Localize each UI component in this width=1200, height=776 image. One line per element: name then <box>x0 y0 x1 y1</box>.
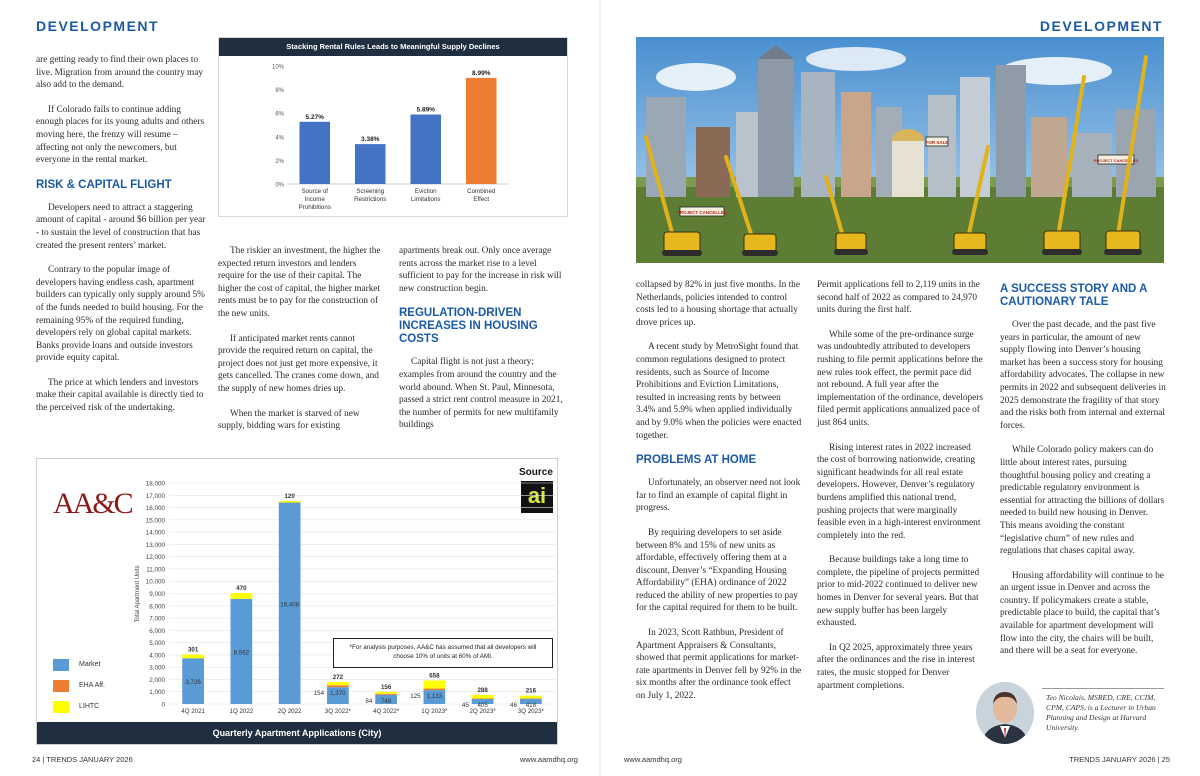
lihtc-value-label: 301 <box>187 646 199 654</box>
data-label: 5.27% <box>305 113 324 121</box>
y-axis-label: Total Apartment Units <box>135 565 141 623</box>
paragraph: When the market is starved of new supply, bidding wars for existing <box>218 408 360 432</box>
y-tick-label: 6,000 <box>149 627 165 635</box>
x-tick-label: 2Q 2023* <box>469 708 496 715</box>
bar <box>466 78 497 184</box>
footer-page-left: 24 | TRENDS JANUARY 2026 <box>32 755 133 764</box>
y-tick-label: 4% <box>275 135 284 142</box>
eha-value-label: 84 <box>365 697 373 705</box>
footer-url-left: www.aamdhq.org <box>520 755 578 764</box>
aac-logo: AA&C <box>53 487 132 520</box>
section-header-right: DEVELOPMENT <box>1039 18 1163 34</box>
lihtc-value-label: 120 <box>284 493 295 501</box>
illustration-art <box>636 37 1164 263</box>
bar <box>410 114 441 184</box>
supply-declines-chart <box>218 37 568 217</box>
bar-segment <box>327 685 349 687</box>
bar-segment <box>520 698 542 699</box>
data-label: 8.99% <box>472 69 491 77</box>
lihtc-value-label: 216 <box>525 687 537 695</box>
market-value-label: 1,370 <box>330 690 346 698</box>
eha-value-label: 125 <box>410 693 421 701</box>
legend-swatch <box>53 701 69 713</box>
lihtc-value-label: 156 <box>380 683 392 691</box>
y-tick-label: 9,000 <box>149 591 165 598</box>
x-tick-label: Effect <box>473 196 490 203</box>
column-3 <box>399 245 565 444</box>
y-tick-label: 12,000 <box>145 554 165 562</box>
heading-problems-at-home: PROBLEMS AT HOME <box>636 454 757 467</box>
eha-value-label: 154 <box>313 690 325 698</box>
lihtc-value-label: 288 <box>477 686 488 694</box>
y-tick-label: 11,000 <box>146 566 165 574</box>
chart-legend <box>53 654 105 717</box>
source-logo: ai <box>521 481 553 513</box>
source-label: Source <box>519 467 553 478</box>
y-tick-label: 2,000 <box>149 676 165 684</box>
column-1 <box>36 54 206 427</box>
paragraph: While some of the pre-ordinance surge was undoubtedly attributed to developers rushing to file permit applications before the new rules took effect, the permit pace did not rebound. A full year after the implementation of the ordinance, developers filed permit applications annualized pace of just 864 units. <box>817 329 983 428</box>
paragraph: Rising interest rates in 2022 increased the cost of borrowing nationwide, creating significant headwinds for all real estate developers. However, Denver’s regulatory burdens amplified this national trend, pushing projects that were marginally feasible even in a high-interest environment completely into the red. <box>817 442 981 541</box>
paragraph: The price at which lenders and investors make their capital available is directly tied to the perceived risk of the undertaking. <box>36 377 204 414</box>
paragraph: By requiring developers to set aside between 8% and 15% of new units as affordable, effectively offering them at a discount, Denver’s “Expanding Housing Affordability” (EHA) ordinance of 2022 reduced the ability of new properties to pay for the capital required for them to be built. <box>636 527 798 614</box>
x-tick-label: 4Q 2022* <box>373 708 400 715</box>
bar-segment <box>472 698 494 699</box>
paragraph: apartments break out. Only once average rents across the market rise to a level sufficient to pay for the increase in risk will new construction begin. <box>399 246 562 294</box>
y-tick-label: 8% <box>275 88 284 95</box>
chart-note: *For analysis purposes, AA&C has assumed that all developers will choose 10% of units at 60% of AMI. <box>333 638 553 668</box>
x-tick-label: 1Q 2023* <box>421 708 448 715</box>
x-tick-label: Screening <box>356 188 385 195</box>
market-value-label: 3,726 <box>185 679 201 687</box>
x-tick-label: Prohibitions <box>298 204 331 211</box>
x-tick-label: Eviction <box>414 188 437 195</box>
paragraph: collapsed by 82% in just five months. In the Netherlands, policies intended to control costs led to a housing shortage that actually drove prices up. <box>636 280 800 328</box>
y-tick-label: 10% <box>271 64 284 71</box>
supply-declines-chart-plot <box>219 56 567 216</box>
bar-segment <box>182 655 204 659</box>
column-6 <box>1000 283 1166 670</box>
paragraph: A recent study by MetroSight found that common regulations designed to protect residents, such as Source of Income Prohibitions and Eviction Limitations, resulted in increasing rents by between 3.4% and 5.9% when applied individually and by 9.0% when the policies were enacted together. <box>636 342 802 441</box>
paragraph: Permit applications fell to 2,119 units in the second half of 2022 as compared to 24,970 units during the first half. <box>817 280 980 316</box>
sign-text: FOR SALE <box>925 140 949 145</box>
heading-risk-capital-flight: RISK & CAPITAL FLIGHT <box>36 178 172 191</box>
y-tick-label: 3,000 <box>149 664 165 672</box>
bar <box>299 122 330 184</box>
footer-url-right: www.aamdhq.org <box>624 755 682 764</box>
bar <box>355 144 386 184</box>
sign-text: PROJECT CANCELLED <box>676 210 728 215</box>
market-value-label: 405 <box>477 702 488 710</box>
paragraph: are getting ready to find their own places to live. Migration from around the country may also add to the demand. <box>36 55 204 91</box>
x-tick-label: 3Q 2022* <box>324 708 351 715</box>
lihtc-value-label: 658 <box>429 672 440 680</box>
y-tick-label: 16,000 <box>145 505 165 513</box>
y-tick-label: 2% <box>275 158 284 165</box>
legend-item-market <box>53 654 105 675</box>
market-value-label: 8,562 <box>233 649 250 657</box>
legend-item-eha <box>53 675 105 696</box>
legend-label: Market <box>79 661 101 668</box>
x-tick-label: Limitations <box>410 196 441 203</box>
bar-segment <box>231 593 253 599</box>
column-4 <box>636 279 802 715</box>
y-tick-label: 8,000 <box>149 603 165 611</box>
bar-segment <box>279 501 301 502</box>
y-tick-label: 7,000 <box>149 615 165 623</box>
paragraph: If Colorado fails to continue adding enough places for its young adults and others moving here, the frenzy will resume – affecting not only the newcomers, but everyone in the rental market. <box>36 104 205 166</box>
market-value-label: 418 <box>525 701 537 709</box>
bar-segment <box>327 682 349 685</box>
y-tick-label: 1,000 <box>149 689 165 697</box>
footer-page-right: TRENDS JANUARY 2026 | 25 <box>1069 755 1170 764</box>
bar-segment <box>424 680 446 688</box>
bar-segment <box>375 692 397 694</box>
x-tick-label: Source of <box>301 188 328 195</box>
lihtc-value-label: 272 <box>332 673 344 681</box>
chart-title: Quarterly Apartment Applications (City) <box>37 722 557 744</box>
y-tick-label: 18,000 <box>145 480 165 488</box>
author-portrait <box>976 682 1034 744</box>
market-value-label: 749 <box>380 697 392 705</box>
eha-value-label: 46 <box>510 701 518 709</box>
bar-segment <box>375 694 397 695</box>
paragraph: Developers need to attract a staggering amount of capital - around $6 billion per year - to sustain the level of construction that has created the present renters’ market. <box>36 202 206 251</box>
paragraph: The riskier an investment, the higher the expected return investors and lenders require for the use of their capital. The higher the cost of capital, the higher market rents must be to pay for the construction of the new units. <box>218 246 381 319</box>
y-tick-label: 15,000 <box>145 517 165 525</box>
denver-skyline-illustration <box>636 37 1164 263</box>
author-photo <box>976 682 1034 744</box>
legend-swatch <box>53 680 69 692</box>
data-label: 5.89% <box>416 106 435 114</box>
paragraph: In Q2 2025, approximately three years after the ordinances and the rise in interest rates, the music stopped for Denver apartment completions. <box>817 642 975 691</box>
lihtc-value-label: 470 <box>236 585 247 593</box>
column-2 <box>218 245 384 445</box>
y-tick-label: 14,000 <box>145 529 165 537</box>
market-value-label: 1,133 <box>426 693 443 701</box>
paragraph: While Colorado policy makers can do little about interest rates, pursuing thoughtful housing policy and creating a predictable regulatory environment is essential for attracting the billions of dollars needed to build new housing in Denver. This means avoiding the constant “legislative churn” of new rules and regulations that chases capital away. <box>1000 445 1165 557</box>
author-bio: Teo Nicolais, MSRED, CRE, CCIM, CPM, CAPS, is a Lecturer in Urban Planning and Design at Harvard University. <box>1046 693 1156 732</box>
legend-label: EHA Aff. <box>79 682 105 689</box>
x-tick-label: 3Q 2023* <box>517 708 544 715</box>
column-5 <box>817 279 983 704</box>
paragraph: Over the past decade, and the past five years in particular, the amount of new supply flowing into Denver’s housing market has been a success story for housing affordability advocates. The collapse in new permits in 2022 and subsequent deliveries in 2025 demonstrate the fragility of that story and the risks both from internal and external forces. <box>1000 320 1166 431</box>
paragraph: Contrary to the popular image of developers having endless cash, apartment builders can typically only supply around 5% of the funds needed to build housing. For the remaining 95% of the required funding, developers rely on global capital markets. Banks provide loans and outside investors provide equity capital. <box>36 265 205 364</box>
market-value-label: 16,408 <box>280 601 300 609</box>
x-tick-label: 1Q 2022 <box>229 708 254 715</box>
bar-segment <box>520 696 542 699</box>
paragraph: In 2023, Scott Rathbun, President of Apartment Appraisers & Consultants, showed that permit applications for market-rate apartments in Denver fell by 92% in the six months after the ordinance took effect on July 1, 2022. <box>636 628 802 702</box>
bio-divider <box>1042 688 1164 689</box>
bar-segment <box>472 695 494 699</box>
y-tick-label: 0 <box>161 701 165 709</box>
paragraph: Unfortunately, an observer need not look far to find an example of capital flight in progress. <box>636 478 801 514</box>
paragraph: Housing affordability will continue to be an urgent issue in Denver and across the country. If policymakers create a stable, predictable place to build, the capital that’s available for apartment development will flow into the city, the chairs will be built, and there will be a seat for everyone. <box>1000 570 1164 657</box>
section-header-left: DEVELOPMENT <box>36 18 160 34</box>
bar-segment <box>424 689 446 691</box>
quarterly-applications-chart <box>36 458 558 745</box>
paragraph: Capital flight is not just a theory; examples from around the country and the world abound. When St. Paul, Minnesota, passed a strict rent control measure in 2021, the number of permits for new multifamily buildings <box>399 357 563 431</box>
y-tick-label: 10,000 <box>145 578 165 586</box>
x-tick-label: 4Q 2021 <box>181 708 205 715</box>
data-label: 3.38% <box>361 136 380 144</box>
chart-title: Stacking Rental Rules Leads to Meaningful Supply Declines <box>219 38 567 56</box>
y-tick-label: 5,000 <box>149 640 165 648</box>
y-tick-label: 17,000 <box>145 492 165 500</box>
quarterly-applications-plot <box>37 459 557 724</box>
x-tick-label: Restrictions <box>354 196 387 203</box>
y-tick-label: 13,000 <box>145 541 165 549</box>
x-tick-label: Income <box>304 196 325 203</box>
page-gutter <box>599 0 601 776</box>
heading-regulation-driven: REGULATION-DRIVEN INCREASES IN HOUSING COSTS <box>399 307 538 346</box>
y-tick-label: 4,000 <box>149 652 165 660</box>
legend-swatch <box>53 659 69 671</box>
heading-success-story: A SUCCESS STORY AND A CAUTIONARY TALE <box>1000 283 1147 308</box>
sign-text: PROJECT CANCELLED <box>1093 158 1139 163</box>
y-tick-label: 6% <box>275 111 284 118</box>
legend-label: LIHTC <box>79 703 100 710</box>
paragraph: If anticipated market rents cannot provide the required return on capital, the project does not just get more expensive, it gets cancelled. The cranes come down, and the supply of new homes dries up. <box>218 333 379 394</box>
x-tick-label: 2Q 2022 <box>277 708 302 715</box>
eha-value-label: 45 <box>461 702 469 710</box>
legend-item-lihtc <box>53 696 105 717</box>
paragraph: Because buildings take a long time to complete, the pipeline of projects permitted prior to mid-2022 continued to deliver new homes in Denver for several years. But that new supply buffer has been largely exhausted. <box>817 555 980 629</box>
y-tick-label: 0% <box>275 182 284 189</box>
x-tick-label: Combined <box>467 188 496 195</box>
